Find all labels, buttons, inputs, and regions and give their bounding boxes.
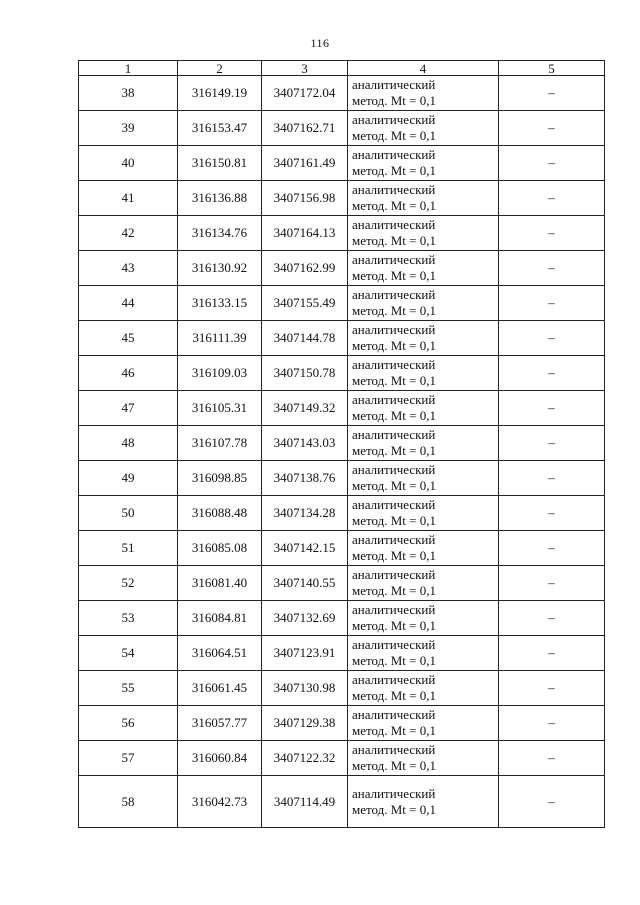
y-coordinate-cell: 3407162.99 xyxy=(262,251,348,286)
note-cell: – xyxy=(499,76,605,111)
method-cell xyxy=(348,531,499,566)
table-row xyxy=(79,671,605,706)
x-coordinate-cell: 316109.03 xyxy=(178,356,262,391)
y-coordinate-cell: 3407132.69 xyxy=(262,601,348,636)
table-row xyxy=(79,741,605,776)
point-number-cell: 48 xyxy=(79,426,178,461)
x-coordinate-cell: 316130.92 xyxy=(178,251,262,286)
method-line-2: метод. Mt = 0,1 xyxy=(352,758,436,773)
note-cell: – xyxy=(499,496,605,531)
method-line-2: метод. Mt = 0,1 xyxy=(352,548,436,563)
method-cell xyxy=(348,426,499,461)
x-coordinate-cell: 316105.31 xyxy=(178,391,262,426)
method-line-1: аналитический xyxy=(352,77,436,92)
y-coordinate-cell: 3407140.55 xyxy=(262,566,348,601)
x-coordinate-cell: 316098.85 xyxy=(178,461,262,496)
table-row xyxy=(79,356,605,391)
point-number-cell: 50 xyxy=(79,496,178,531)
point-number-cell: 43 xyxy=(79,251,178,286)
table-row xyxy=(79,391,605,426)
method-cell xyxy=(348,111,499,146)
method-line-1: аналитический xyxy=(352,742,436,757)
x-coordinate-cell: 316088.48 xyxy=(178,496,262,531)
method-line-2: метод. Mt = 0,1 xyxy=(352,373,436,388)
table-row xyxy=(79,321,605,356)
table-row xyxy=(79,566,605,601)
table-header-row xyxy=(79,61,605,76)
method-cell xyxy=(348,741,499,776)
method-line-1: аналитический xyxy=(352,567,436,582)
point-number-cell: 57 xyxy=(79,741,178,776)
y-coordinate-cell: 3407129.38 xyxy=(262,706,348,741)
point-number-cell: 46 xyxy=(79,356,178,391)
y-coordinate-cell: 3407114.49 xyxy=(262,776,348,828)
table-row xyxy=(79,461,605,496)
table-row xyxy=(79,251,605,286)
method-line-2: метод. Mt = 0,1 xyxy=(352,128,436,143)
method-line-2: метод. Mt = 0,1 xyxy=(352,513,436,528)
y-coordinate-cell: 3407150.78 xyxy=(262,356,348,391)
x-coordinate-cell: 316111.39 xyxy=(178,321,262,356)
method-cell xyxy=(348,671,499,706)
table-body xyxy=(79,76,605,828)
method-line-2: метод. Mt = 0,1 xyxy=(352,233,436,248)
point-number-cell: 41 xyxy=(79,181,178,216)
note-cell: – xyxy=(499,181,605,216)
method-cell xyxy=(348,251,499,286)
method-line-1: аналитический xyxy=(352,497,436,512)
method-line-1: аналитический xyxy=(352,672,436,687)
table-row xyxy=(79,76,605,111)
x-coordinate-cell: 316084.81 xyxy=(178,601,262,636)
method-cell xyxy=(348,216,499,251)
y-coordinate-cell: 3407172.04 xyxy=(262,76,348,111)
method-cell xyxy=(348,706,499,741)
method-cell xyxy=(348,566,499,601)
method-line-2: метод. Mt = 0,1 xyxy=(352,653,436,668)
note-cell: – xyxy=(499,601,605,636)
method-line-1: аналитический xyxy=(352,392,436,407)
point-number-cell: 53 xyxy=(79,601,178,636)
method-cell xyxy=(348,181,499,216)
note-cell: – xyxy=(499,146,605,181)
method-line-1: аналитический xyxy=(352,785,436,801)
method-line-1: аналитический xyxy=(352,357,436,372)
note-cell: – xyxy=(499,321,605,356)
method-line-2: метод. Mt = 0,1 xyxy=(352,93,436,108)
note-cell: – xyxy=(499,391,605,426)
y-coordinate-cell: 3407143.03 xyxy=(262,426,348,461)
method-line-2: метод. Mt = 0,1 xyxy=(352,801,436,817)
method-line-1: аналитический xyxy=(352,707,436,722)
note-cell: – xyxy=(499,461,605,496)
method-line-2: метод. Mt = 0,1 xyxy=(352,268,436,283)
point-number-cell: 39 xyxy=(79,111,178,146)
table-row xyxy=(79,636,605,671)
x-coordinate-cell: 316060.84 xyxy=(178,741,262,776)
y-coordinate-cell: 3407123.91 xyxy=(262,636,348,671)
method-line-1: аналитический xyxy=(352,182,436,197)
y-coordinate-cell: 3407161.49 xyxy=(262,146,348,181)
note-cell: – xyxy=(499,286,605,321)
x-coordinate-cell: 316149.19 xyxy=(178,76,262,111)
point-number-cell: 54 xyxy=(79,636,178,671)
table-row xyxy=(79,426,605,461)
method-line-1: аналитический xyxy=(352,637,436,652)
y-coordinate-cell: 3407149.32 xyxy=(262,391,348,426)
method-line-1: аналитический xyxy=(352,322,436,337)
method-cell xyxy=(348,286,499,321)
note-cell: – xyxy=(499,251,605,286)
y-coordinate-cell: 3407134.28 xyxy=(262,496,348,531)
point-number-cell: 40 xyxy=(79,146,178,181)
x-coordinate-cell: 316061.45 xyxy=(178,671,262,706)
x-coordinate-cell: 316153.47 xyxy=(178,111,262,146)
method-line-1: аналитический xyxy=(352,112,436,127)
table-row xyxy=(79,601,605,636)
point-number-cell: 38 xyxy=(79,76,178,111)
table-row xyxy=(79,776,605,828)
method-line-2: метод. Mt = 0,1 xyxy=(352,338,436,353)
x-coordinate-cell: 316150.81 xyxy=(178,146,262,181)
note-cell: – xyxy=(499,636,605,671)
x-coordinate-cell: 316133.15 xyxy=(178,286,262,321)
x-coordinate-cell: 316107.78 xyxy=(178,426,262,461)
note-cell: – xyxy=(499,216,605,251)
y-coordinate-cell: 3407130.98 xyxy=(262,671,348,706)
y-coordinate-cell: 3407155.49 xyxy=(262,286,348,321)
table-row xyxy=(79,706,605,741)
point-number-cell: 42 xyxy=(79,216,178,251)
note-cell: – xyxy=(499,706,605,741)
method-line-2: метод. Mt = 0,1 xyxy=(352,478,436,493)
method-cell xyxy=(348,321,499,356)
point-number-cell: 45 xyxy=(79,321,178,356)
column-header: 4 xyxy=(348,61,499,76)
column-header: 5 xyxy=(499,61,605,76)
x-coordinate-cell: 316081.40 xyxy=(178,566,262,601)
table-row xyxy=(79,111,605,146)
point-number-cell: 55 xyxy=(79,671,178,706)
table-row xyxy=(79,216,605,251)
point-number-cell: 44 xyxy=(79,286,178,321)
coordinates-table xyxy=(78,60,605,828)
column-header: 1 xyxy=(79,61,178,76)
method-line-2: метод. Mt = 0,1 xyxy=(352,198,436,213)
method-line-1: аналитический xyxy=(352,252,436,267)
x-coordinate-cell: 316057.77 xyxy=(178,706,262,741)
point-number-cell: 56 xyxy=(79,706,178,741)
note-cell: – xyxy=(499,111,605,146)
note-cell: – xyxy=(499,776,605,828)
method-cell xyxy=(348,496,499,531)
x-coordinate-cell: 316136.88 xyxy=(178,181,262,216)
method-cell xyxy=(348,601,499,636)
y-coordinate-cell: 3407144.78 xyxy=(262,321,348,356)
note-cell: – xyxy=(499,566,605,601)
method-line-1: аналитический xyxy=(352,217,436,232)
method-line-1: аналитический xyxy=(352,462,436,477)
y-coordinate-cell: 3407162.71 xyxy=(262,111,348,146)
point-number-cell: 51 xyxy=(79,531,178,566)
method-cell xyxy=(348,636,499,671)
note-cell: – xyxy=(499,356,605,391)
point-number-cell: 58 xyxy=(79,776,178,828)
method-cell xyxy=(348,391,499,426)
method-cell xyxy=(348,146,499,181)
note-cell: – xyxy=(499,671,605,706)
point-number-cell: 47 xyxy=(79,391,178,426)
method-line-1: аналитический xyxy=(352,287,436,302)
table-row xyxy=(79,496,605,531)
method-line-2: метод. Mt = 0,1 xyxy=(352,723,436,738)
method-cell xyxy=(348,76,499,111)
point-number-cell: 49 xyxy=(79,461,178,496)
note-cell: – xyxy=(499,741,605,776)
y-coordinate-cell: 3407122.32 xyxy=(262,741,348,776)
method-line-1: аналитический xyxy=(352,427,436,442)
method-line-1: аналитический xyxy=(352,602,436,617)
x-coordinate-cell: 316042.73 xyxy=(178,776,262,828)
x-coordinate-cell: 316085.08 xyxy=(178,531,262,566)
y-coordinate-cell: 3407142.15 xyxy=(262,531,348,566)
method-line-1: аналитический xyxy=(352,147,436,162)
note-cell: – xyxy=(499,531,605,566)
table-row xyxy=(79,286,605,321)
method-cell xyxy=(348,356,499,391)
method-line-2: метод. Mt = 0,1 xyxy=(352,688,436,703)
table-row xyxy=(79,181,605,216)
x-coordinate-cell: 316134.76 xyxy=(178,216,262,251)
note-cell: – xyxy=(499,426,605,461)
page-number: 116 xyxy=(310,36,330,50)
y-coordinate-cell: 3407164.13 xyxy=(262,216,348,251)
point-number-cell: 52 xyxy=(79,566,178,601)
method-cell xyxy=(348,776,499,828)
y-coordinate-cell: 3407138.76 xyxy=(262,461,348,496)
table-row xyxy=(79,531,605,566)
method-line-2: метод. Mt = 0,1 xyxy=(352,408,436,423)
table-row xyxy=(79,146,605,181)
method-line-2: метод. Mt = 0,1 xyxy=(352,583,436,598)
y-coordinate-cell: 3407156.98 xyxy=(262,181,348,216)
method-line-2: метод. Mt = 0,1 xyxy=(352,163,436,178)
method-line-1: аналитический xyxy=(352,532,436,547)
column-header: 3 xyxy=(262,61,348,76)
column-header: 2 xyxy=(178,61,262,76)
method-cell xyxy=(348,461,499,496)
method-line-2: метод. Mt = 0,1 xyxy=(352,618,436,633)
method-line-2: метод. Mt = 0,1 xyxy=(352,303,436,318)
x-coordinate-cell: 316064.51 xyxy=(178,636,262,671)
method-line-2: метод. Mt = 0,1 xyxy=(352,443,436,458)
